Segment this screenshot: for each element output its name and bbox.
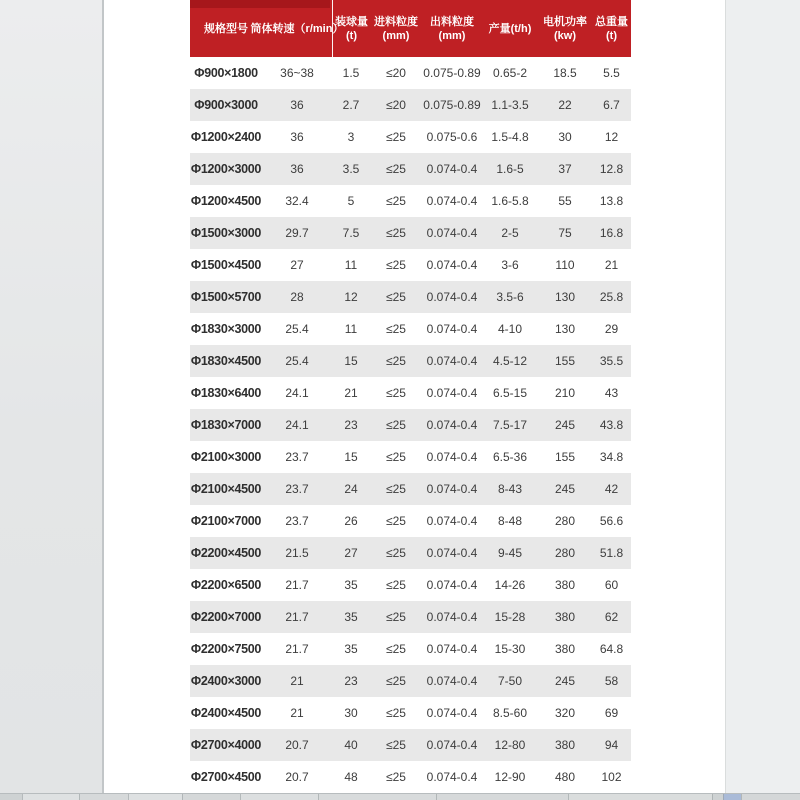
cell-capacity: 15-28 <box>494 610 526 624</box>
cell-motor-power: 380 <box>554 738 576 752</box>
cell-total-weight: 58 <box>604 674 619 688</box>
cell-discharge-size: 0.074-0.4 <box>426 162 478 176</box>
cell-total-weight: 42 <box>604 482 619 496</box>
cell-capacity: 2-5 <box>501 226 519 240</box>
cell-speed: 23.7 <box>285 514 309 528</box>
cell-discharge-size: 0.074-0.4 <box>426 514 478 528</box>
cell-capacity: 9-45 <box>497 546 523 560</box>
cell-total-weight: 60 <box>604 578 619 592</box>
cell-discharge-size: 0.075-0.6 <box>426 130 478 144</box>
cell-discharge-size: 0.074-0.4 <box>426 354 478 368</box>
cell-ball-load: 35 <box>344 578 358 592</box>
cell-total-weight: 12 <box>604 130 619 144</box>
header-label: 出料粒度 <box>430 15 474 28</box>
cell-model: Φ900×3000 <box>194 98 258 112</box>
header-unit: (mm) <box>382 29 410 42</box>
cell-feed-size: ≤25 <box>386 610 406 624</box>
cell-feed-size: ≤25 <box>386 514 406 528</box>
cell-speed: 24.1 <box>285 418 309 432</box>
cell-model: Φ2400×3000 <box>190 674 262 688</box>
cell-speed: 28 <box>290 290 304 304</box>
strip-segment <box>723 794 741 800</box>
cell-feed-size: ≤25 <box>386 578 406 592</box>
cell-total-weight: 56.6 <box>599 514 624 528</box>
cell-speed: 21.5 <box>285 546 309 560</box>
cell-capacity: 3.5-6 <box>496 290 524 304</box>
strip-segment <box>318 794 436 800</box>
cell-model: Φ1500×4500 <box>190 258 262 272</box>
cell-feed-size: ≤25 <box>386 354 406 368</box>
cell-model: Φ1500×5700 <box>190 290 262 304</box>
cell-speed: 21.7 <box>285 578 309 592</box>
cell-motor-power: 320 <box>554 706 576 720</box>
cell-model: Φ1200×2400 <box>190 130 262 144</box>
ball-mill-spec-table <box>190 0 631 793</box>
cell-capacity: 7-50 <box>497 674 523 688</box>
table-row <box>190 441 631 473</box>
cell-speed: 27 <box>290 258 304 272</box>
cell-discharge-size: 0.074-0.4 <box>426 450 478 464</box>
cell-feed-size: ≤25 <box>386 322 406 336</box>
header-unit: (mm) <box>438 29 466 42</box>
table-row <box>190 601 631 633</box>
strip-segment <box>22 794 79 800</box>
header-label: 装球量 <box>335 15 368 28</box>
cell-ball-load: 27 <box>344 546 358 560</box>
table-row <box>190 473 631 505</box>
strip-segment <box>240 794 318 800</box>
table-row <box>190 121 631 153</box>
cell-discharge-size: 0.074-0.4 <box>426 546 478 560</box>
strip-segment <box>182 794 240 800</box>
cell-capacity: 8-48 <box>497 514 523 528</box>
table-row <box>190 377 631 409</box>
table-row <box>190 217 631 249</box>
cell-speed: 32.4 <box>285 194 309 208</box>
cell-model: Φ2700×4500 <box>190 770 262 784</box>
cell-speed: 24.1 <box>285 386 309 400</box>
cell-model: Φ2200×7000 <box>190 610 262 624</box>
cell-total-weight: 43 <box>604 386 619 400</box>
cell-total-weight: 25.8 <box>599 290 624 304</box>
cell-feed-size: ≤25 <box>386 482 406 496</box>
cell-discharge-size: 0.075-0.89 <box>423 98 481 112</box>
cell-ball-load: 40 <box>344 738 358 752</box>
cell-discharge-size: 0.074-0.4 <box>426 258 478 272</box>
header-label: 总重量 <box>595 15 628 28</box>
cell-motor-power: 110 <box>555 258 575 272</box>
cell-discharge-size: 0.074-0.4 <box>426 226 478 240</box>
cell-model: Φ1200×3000 <box>190 162 262 176</box>
cell-capacity: 1.5-4.8 <box>491 130 529 144</box>
cell-motor-power: 245 <box>554 674 576 688</box>
strip-segment <box>79 794 128 800</box>
cell-ball-load: 48 <box>344 770 358 784</box>
cell-model: Φ2100×3000 <box>190 450 262 464</box>
cell-speed: 21 <box>290 706 304 720</box>
cell-feed-size: ≤25 <box>386 674 406 688</box>
cell-ball-load: 35 <box>344 610 358 624</box>
cell-speed: 25.4 <box>285 354 309 368</box>
strip-segment <box>741 794 800 800</box>
cell-total-weight: 34.8 <box>599 450 624 464</box>
table-row <box>190 89 631 121</box>
cell-model: Φ2200×6500 <box>190 578 262 592</box>
cell-ball-load: 30 <box>344 706 358 720</box>
cell-ball-load: 24 <box>344 482 358 496</box>
cell-feed-size: ≤25 <box>386 162 406 176</box>
cell-capacity: 4-10 <box>497 322 523 336</box>
cell-motor-power: 30 <box>558 130 572 144</box>
cell-capacity: 0.65-2 <box>492 66 528 80</box>
cell-capacity: 6.5-15 <box>492 386 528 400</box>
header-col-total-weight <box>592 0 631 57</box>
table-row <box>190 345 631 377</box>
cell-discharge-size: 0.074-0.4 <box>426 770 478 784</box>
cell-motor-power: 37 <box>558 162 572 176</box>
header-col-speed <box>250 0 344 57</box>
cell-total-weight: 69 <box>604 706 619 720</box>
cell-motor-power: 280 <box>554 514 576 528</box>
cell-ball-load: 3 <box>347 130 355 144</box>
table-row <box>190 761 631 793</box>
table-row <box>190 697 631 729</box>
cell-total-weight: 62 <box>604 610 619 624</box>
cell-model: Φ2200×7500 <box>190 642 262 656</box>
header-col-feed-size <box>370 0 422 57</box>
header-unit: (t) <box>346 29 357 42</box>
table-row <box>190 249 631 281</box>
cell-ball-load: 7.5 <box>342 226 360 240</box>
header-col-motor-power <box>538 0 592 57</box>
cell-model: Φ1830×3000 <box>190 322 262 336</box>
cell-speed: 21.7 <box>285 610 309 624</box>
cell-model: Φ2100×7000 <box>190 514 262 528</box>
spec-table-body <box>190 57 631 793</box>
cell-motor-power: 380 <box>554 642 576 656</box>
cell-capacity: 4.5-12 <box>492 354 528 368</box>
cell-motor-power: 245 <box>554 418 576 432</box>
cell-total-weight: 94 <box>604 738 619 752</box>
cell-capacity: 1.1-3.5 <box>491 98 529 112</box>
cell-speed: 21 <box>290 674 304 688</box>
cell-speed: 20.7 <box>285 770 309 784</box>
cell-motor-power: 380 <box>554 610 576 624</box>
cell-total-weight: 29 <box>604 322 619 336</box>
cell-speed: 25.4 <box>285 322 309 336</box>
cell-motor-power: 155 <box>554 450 576 464</box>
cell-motor-power: 130 <box>554 290 576 304</box>
cell-discharge-size: 0.074-0.4 <box>426 386 478 400</box>
cell-capacity: 15-30 <box>494 642 526 656</box>
strip-segment <box>712 794 723 800</box>
cell-motor-power: 130 <box>554 322 576 336</box>
cell-capacity: 3-6 <box>501 258 519 272</box>
cell-feed-size: ≤25 <box>386 194 406 208</box>
cell-discharge-size: 0.074-0.4 <box>426 706 478 720</box>
cell-feed-size: ≤25 <box>386 226 406 240</box>
cell-discharge-size: 0.074-0.4 <box>426 738 478 752</box>
table-row <box>190 281 631 313</box>
cell-discharge-size: 0.074-0.4 <box>426 418 478 432</box>
cell-discharge-size: 0.074-0.4 <box>426 642 478 656</box>
cell-model: Φ2400×4500 <box>190 706 262 720</box>
cell-speed: 23.7 <box>285 450 309 464</box>
cell-model: Φ2200×4500 <box>190 546 262 560</box>
cell-discharge-size: 0.074-0.4 <box>426 482 478 496</box>
header-col-capacity <box>482 0 538 57</box>
cell-capacity: 8-43 <box>497 482 523 496</box>
cell-capacity: 14-26 <box>494 578 526 592</box>
cell-model: Φ1830×6400 <box>190 386 262 400</box>
cell-ball-load: 3.5 <box>342 162 360 176</box>
cell-model: Φ1200×4500 <box>190 194 262 208</box>
cell-capacity: 8.5-60 <box>492 706 528 720</box>
cell-motor-power: 480 <box>554 770 576 784</box>
cell-feed-size: ≤25 <box>386 386 406 400</box>
cell-motor-power: 155 <box>554 354 576 368</box>
spec-table-header-row <box>190 0 631 57</box>
cell-motor-power: 380 <box>554 578 576 592</box>
header-label: 规格型号 <box>204 22 248 35</box>
cell-ball-load: 11 <box>344 322 358 336</box>
cell-discharge-size: 0.074-0.4 <box>426 194 478 208</box>
cell-ball-load: 15 <box>344 354 358 368</box>
cell-discharge-size: 0.074-0.4 <box>426 290 478 304</box>
cell-feed-size: ≤25 <box>386 130 406 144</box>
table-row <box>190 313 631 345</box>
cell-feed-size: ≤25 <box>386 450 406 464</box>
cell-feed-size: ≤25 <box>386 642 406 656</box>
header-label: 进料粒度 <box>374 15 418 28</box>
cell-motor-power: 210 <box>554 386 576 400</box>
cell-ball-load: 35 <box>344 642 358 656</box>
cell-feed-size: ≤25 <box>386 770 406 784</box>
strip-segment <box>128 794 182 800</box>
table-row <box>190 569 631 601</box>
page-margin-left <box>0 0 102 793</box>
cell-speed: 36 <box>290 98 304 112</box>
cell-ball-load: 1.5 <box>342 66 360 80</box>
cell-total-weight: 43.8 <box>599 418 624 432</box>
header-col-ball-load <box>332 0 370 57</box>
cell-capacity: 12-80 <box>494 738 526 752</box>
cell-total-weight: 35.5 <box>599 354 624 368</box>
header-label: 筒体转速（r/min） <box>250 22 344 35</box>
cell-feed-size: ≤25 <box>386 706 406 720</box>
strip-segment <box>436 794 568 800</box>
cell-total-weight: 16.8 <box>599 226 624 240</box>
cell-model: Φ1830×4500 <box>190 354 262 368</box>
cell-total-weight: 21 <box>604 258 619 272</box>
cell-total-weight: 13.8 <box>599 194 624 208</box>
cell-motor-power: 75 <box>558 226 572 240</box>
cell-feed-size: ≤25 <box>386 738 406 752</box>
header-label: 电机功率 <box>543 15 587 28</box>
cell-ball-load: 2.7 <box>342 98 360 112</box>
cell-ball-load: 15 <box>344 450 358 464</box>
cell-feed-size: ≤25 <box>386 290 406 304</box>
cell-motor-power: 18.5 <box>553 66 577 80</box>
cell-motor-power: 55 <box>558 194 572 208</box>
cell-speed: 21.7 <box>285 642 309 656</box>
cell-speed: 20.7 <box>285 738 309 752</box>
cell-feed-size: ≤20 <box>386 98 406 112</box>
cell-total-weight: 12.8 <box>599 162 624 176</box>
cell-speed: 36~38 <box>280 66 314 80</box>
cell-feed-size: ≤25 <box>386 546 406 560</box>
table-row <box>190 633 631 665</box>
cell-total-weight: 64.8 <box>599 642 624 656</box>
table-row <box>190 153 631 185</box>
cell-feed-size: ≤25 <box>386 418 406 432</box>
cell-discharge-size: 0.074-0.4 <box>426 322 478 336</box>
table-row <box>190 57 631 89</box>
cell-speed: 29.7 <box>285 226 309 240</box>
cell-motor-power: 280 <box>554 546 576 560</box>
cell-capacity: 12-90 <box>494 770 526 784</box>
strip-segment <box>568 794 712 800</box>
cell-ball-load: 23 <box>344 418 358 432</box>
cell-discharge-size: 0.074-0.4 <box>426 610 478 624</box>
strip-segment <box>0 794 22 800</box>
cell-ball-load: 11 <box>344 258 358 272</box>
cell-ball-load: 23 <box>344 674 358 688</box>
table-row <box>190 729 631 761</box>
header-label: 产量(t/h) <box>488 22 532 35</box>
table-row <box>190 665 631 697</box>
cell-feed-size: ≤20 <box>386 66 406 80</box>
cell-capacity: 6.5-36 <box>492 450 528 464</box>
cell-capacity: 1.6-5 <box>496 162 524 176</box>
table-row <box>190 185 631 217</box>
cell-ball-load: 26 <box>344 514 358 528</box>
cell-discharge-size: 0.075-0.89 <box>423 66 481 80</box>
header-col-discharge-size <box>422 0 482 57</box>
cell-ball-load: 12 <box>344 290 358 304</box>
cell-ball-load: 5 <box>347 194 355 208</box>
header-unit: (t) <box>606 29 617 42</box>
cell-capacity: 1.6-5.8 <box>491 194 529 208</box>
table-row <box>190 409 631 441</box>
cell-total-weight: 6.7 <box>603 98 620 112</box>
cell-motor-power: 22 <box>558 98 572 112</box>
cell-capacity: 7.5-17 <box>492 418 528 432</box>
cell-speed: 36 <box>290 130 304 144</box>
table-row <box>190 537 631 569</box>
cell-model: Φ1830×7000 <box>190 418 262 432</box>
header-unit: (kw) <box>554 29 576 42</box>
cell-model: Φ2700×4000 <box>190 738 262 752</box>
cell-speed: 23.7 <box>285 482 309 496</box>
cell-motor-power: 245 <box>554 482 576 496</box>
cell-speed: 36 <box>290 162 304 176</box>
cell-ball-load: 21 <box>344 386 358 400</box>
cell-total-weight: 5.5 <box>603 66 620 80</box>
bottom-edge-content-sliver <box>0 793 800 800</box>
cell-model: Φ900×1800 <box>194 66 258 80</box>
cell-total-weight: 102 <box>601 770 622 784</box>
cell-discharge-size: 0.074-0.4 <box>426 578 478 592</box>
page-margin-right <box>725 0 800 793</box>
cell-model: Φ1500×3000 <box>190 226 262 240</box>
cell-feed-size: ≤25 <box>386 258 406 272</box>
table-row <box>190 505 631 537</box>
cell-total-weight: 51.8 <box>599 546 624 560</box>
cell-discharge-size: 0.074-0.4 <box>426 674 478 688</box>
cell-model: Φ2100×4500 <box>190 482 262 496</box>
